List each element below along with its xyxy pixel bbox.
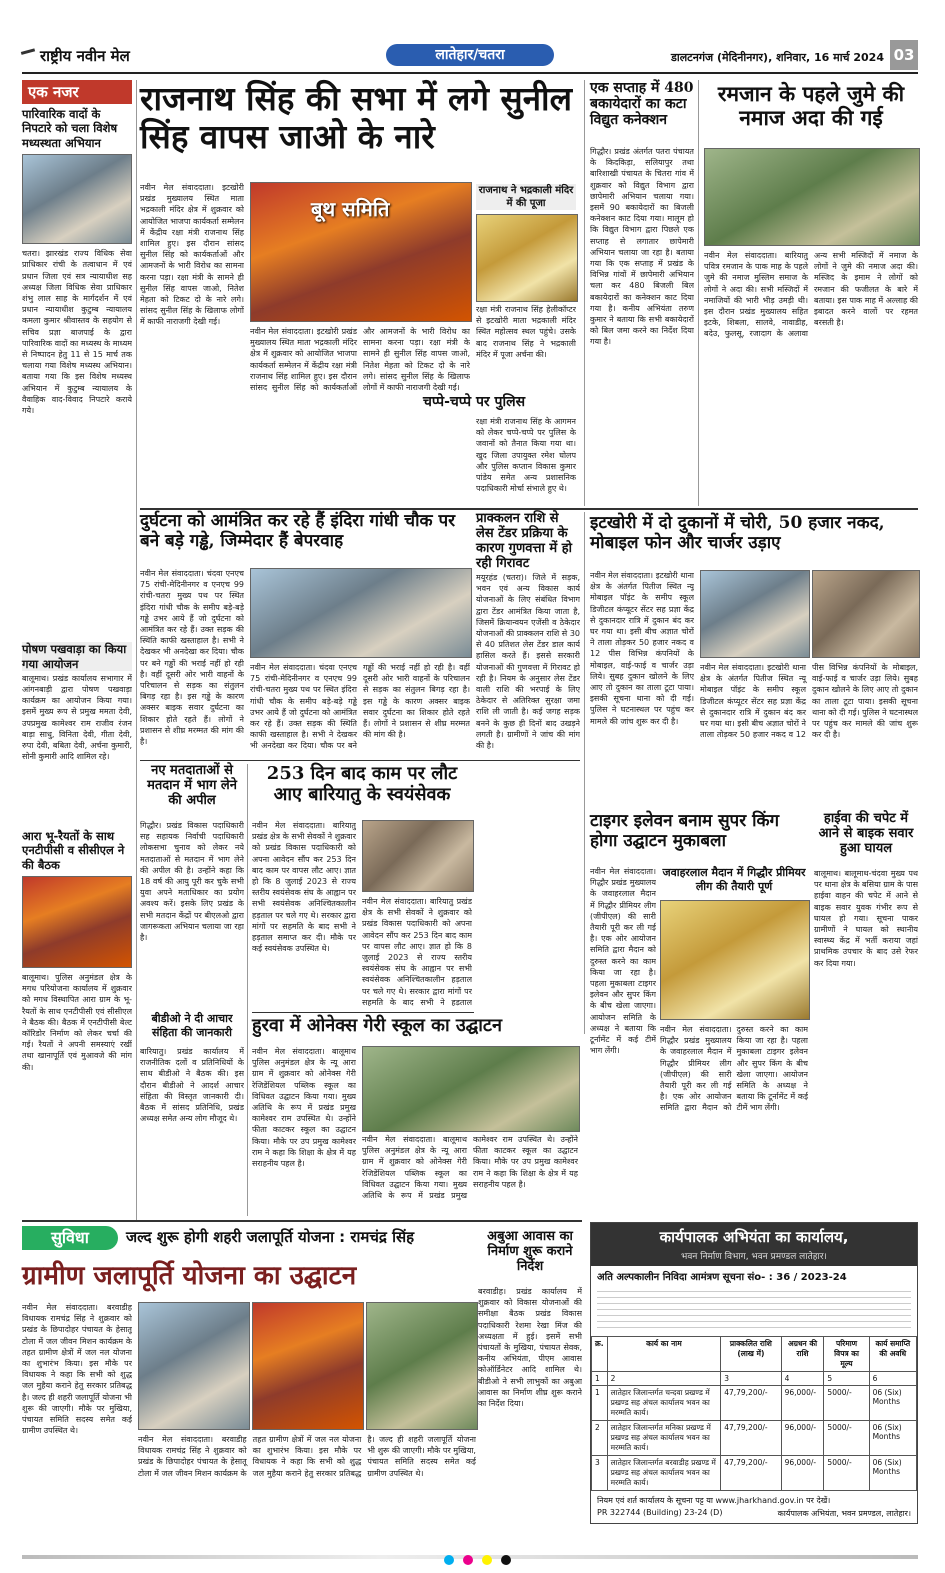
- water-body-2: नवीन मेल संवाददाता। बरवाडीह विधायक रामचंद्र सिंह ने शुक्रवार को प्रखंड के छिपादोहर पंचायत के हेसातू टोला में जल जीवन मिशन कार्यक्रम के तहत ग्रामीण क्षेत्रों में जल नल योजना का शुभारंभ किया। इस मौके पर विधायक ने कहा कि सभी को शुद्ध जल मुहैया कराने हेतु सरकार प्रतिबद्ध है। जल्द ही शहरी जलापूर्ति योजना भी शुरू की जाएगी। मौके पर मुखिया, पंचायत समिति सदस्य समेत कई ग्रामीण उपस्थित थे।: [138, 1435, 476, 1478]
- col-number: 4: [781, 1372, 824, 1386]
- table-cell: 47,79,200/-: [721, 1386, 781, 1421]
- table-cell: लातेहार जिलान्तर्गत चन्दवा प्रखण्ड में प्रखण्ड सह अंचल कार्यालय भवन का मरम्मति कार्य।: [607, 1386, 721, 1421]
- masthead: [22, 40, 918, 74]
- tender-story-body: मयूरहंड (चतरा)। जिले में सड़क, भवन एवं अन्य विकास कार्य योजनाओं के लिए संबंधित विभाग द्वारा टेंडर आमंत्रित किया जाता है, जिसमें क्रियान्वयन एजेंसी व ठेकेदार योजनाओं की प्राक्कलन राशि से 30 से 40 प्रतिशत लेस टेंडर डाल कार्य हासिल करते हैं। इससे सरकारी योजनाओं की गुणवत्ता में गिरावट हो रही है। नियम के अनुसार लेस टेंडर वाली राशि की भरपाई के लिए ठेकेदार से अतिरिक्त सुरक्षा जमा राशि ली जाती है। कई जगह सड़क बनने के कुछ ही दिनों बाद उखड़ने लगती है। ग्रामीणों ने जांच की मांग की है।: [476, 573, 580, 751]
- tender-notice: [590, 1222, 918, 1524]
- col-header: कार्य का नाम: [607, 1337, 721, 1372]
- school-body: नवीन मेल संवाददाता। बालूमाथ पुलिस अनुमंडल क्षेत्र के न्यू आरा ग्राम में शुक्रवार को ओनेक्स गेरी रेजिडेंशियल पब्लिक स्कूल का विधिवत उद्घाटन किया गया। मुख्य अतिथि के रूप में प्रखंड प्रमुख कामेश्वर राम उपस्थित थे। उन्होंने फीता काटकर स्कूल का उद्घाटन किया। मौके पर उप प्रमुख कामेश्वर राम ने कहा कि शिक्षा के क्षेत्र में यह सराहनीय पहल है।: [252, 1047, 356, 1169]
- table-cell: 06 (Six) Months: [869, 1456, 916, 1491]
- lead-body: नवीन मेल संवाददाता। इटखोरी प्रखंड मुख्यालय स्थित माता भद्रकाली मंदिर क्षेत्र में शुक्रवार को आयोजित भाजपा कार्यकर्ता सम्मेलन में केंद्रीय रक्षा मंत्री राजनाथ सिंह शामिल हुए। इस दौरान सांसद सुनील सिंह को कार्यकर्ताओं और आमजनों के भारी विरोध का सामना करना पड़ा। रक्षा मंत्री के सामने ही सुनील सिंह वापस जाओ, नितेश मेहता को टिकट दो के नारे लगे। सांसद सुनील सिंह के खिलाफ लोगों में काफी नाराजगी देखी गई।: [140, 183, 244, 327]
- left-text-1: चतरा। झारखंड राज्य विधिक सेवा प्राधिकार रांची के तत्वाधान में एवं प्रधान जिला एवं सत्र न्यायाधीश सह अध्यक्ष जिला विधिक सेवा प्राधिकार शंभु लाल साह के मार्गदर्शन में एवं प्रधान न्यायाधीश कुटुम्ब न्यायालय कमला कुमार श्रीवास्तव के सहयोग से सचिव प्रज्ञा बाजपाई के द्वारा पारिवारिक वादों का मध्यस्थ के माध्यम से निष्पादन हेतु 11 से 15 मार्च तक चलाया गया विशेष मध्यस्थ अभियान। बताया गया कि इस विशेष मध्यस्थ अभियान में कुटुम्ब न्यायालय के वैवाहिक वाद-विवाद निपटारे कराये गये।: [22, 249, 132, 415]
- housing-body: बरवाडीह। प्रखंड कार्यालय में शुक्रवार को विकास योजनाओं की समीक्षा बैठक प्रखंड विकास पदाधिकारी रेशमा रेखा मिंज की अध्यक्षता में हुई। इसमें सभी पंचायतों के मुखिया, पंचायत सेवक, कनीय अभियंता, पीएम आवास कोऑर्डिनेटर आदि शामिल थे। बीडीओ ने सभी लाभुकों का अबुआ आवास का निर्माण शीघ्र शुरू कराने का निर्देश दिया।: [478, 1287, 582, 1409]
- cricket-body-2: नवीन मेल संवाददाता। गिद्धौर प्रखंड मुख्यालय के जवाहरलाल मैदान में गिद्धौर प्रीमियर लीग (जीपीएल) की सारी तैयारी पूरी कर ली गई है। एक ओर आयोजन समिति द्वारा मैदान को दुरुस्त करने का काम किया जा रहा है। पहला मुकाबला टाइगर इलेवन और सुपर किंग के बीच खेला जाएगा। आयोजन समिति के अध्यक्ष ने बताया कि टूर्नामेंट में कई टीमें भाग लेंगी।: [660, 1025, 808, 1113]
- dateline: डालटनगंज (मेदिनीनगर), शनिवार, 16 मार्च 2024: [670, 51, 884, 64]
- suvidha-label: सुविधा: [22, 1226, 118, 1250]
- volunteers-body: नवीन मेल संवाददाता। बारियातु प्रखंड क्षेत्र के सभी सेवकों ने शुक्रवार को प्रखंड विकास पदाधिकारी को अपना आवेदन सौंप कर 253 दिन बाद काम पर वापस लौट आए। ज्ञात हो कि 8 जुलाई 2023 से राज्य स्तरीय स्वयंसेवक संघ के आह्वान पर सभी स्वयंसेवक अनिश्चितकालीन हड़ताल पर चले गए थे। सरकार द्वारा मांगों पर सहमति के बाद सभी ने हड़ताल समाप्त कर दी। मौके पर कई स्वयंसेवक उपस्थित थे।: [252, 821, 356, 954]
- col-header: अग्रधन की राशि: [781, 1337, 824, 1372]
- registration-bar: [22, 1552, 918, 1562]
- table-row: [592, 1421, 917, 1456]
- notice-pr: PR 322744 (Building) 23-24 (D): [597, 1508, 723, 1517]
- table-cell: 06 (Six) Months: [869, 1386, 916, 1421]
- table-cell: 1: [592, 1386, 608, 1421]
- notice-table: [591, 1336, 917, 1491]
- theft-body: नवीन मेल संवाददाता। इटखोरी थाना क्षेत्र के अंतर्गत पितीज स्थित न्यू मोबाइल पॉइंट के समीप स्कूल डिजीटल कंप्यूटर सेंटर सह प्रज्ञा केंद्र से दुकानदार रात्रि में दुकान बंद कर घर गया था। इसी बीच अज्ञात चोरों ने ताला तोड़कर 50 हजार नकद व 12 पीस विभिन्न कंपनियों के मोबाइल, वाई-फाई व चार्जर उड़ा लिये। सुबह दुकान खोलने के लिए आए तो दुकान का ताला टूटा पाया। इसकी सूचना थाना को दी गई। पुलिस ने घटनास्थल पर पहुंच कर मामले की जांच शुरू कर दी है।: [590, 571, 694, 726]
- left-photo-2: [22, 876, 132, 968]
- notice-sign-row: [591, 1506, 917, 1521]
- column-rule: [136, 80, 137, 1220]
- cricket-headline: टाइगर इलेवन बनाम सुपर किंग होगा उद्घाटन मुकाबला: [590, 811, 780, 851]
- accident-photo: [250, 568, 472, 658]
- lead-headline: राजनाथ सिंह की सभा में लगे सुनील सिंह वापस जाओ के नारे: [140, 79, 572, 156]
- notice-sign: कार्यपालक अभियंता, भवन प्रमण्डल, लातेहार।: [777, 1509, 911, 1518]
- notice-details: [597, 1286, 911, 1332]
- cricket-body: नवीन मेल संवाददाता। गिद्धौर प्रखंड मुख्यालय के जवाहरलाल मैदान में गिद्धौर प्रीमियर लीग (जीपीएल) की सारी तैयारी पूरी कर ली गई है। एक ओर आयोजन समिति द्वारा मैदान को दुरुस्त करने का काम किया जा रहा है। पहला मुकाबला टाइगर इलेवन और सुपर किंग के बीच खेला जाएगा। आयोजन समिति के अध्यक्ष ने बताया कि टूर्नामेंट में कई टीमें भाग लेंगी।: [590, 867, 656, 1056]
- accident-body: नवीन मेल संवाददाता। चंदवा एनएच 75 रांची-मेदिनीनगर व एनएच 99 रांची-चतरा मुख्य पथ पर स्थित इंदिरा गांधी चौक के समीप बड़े-बड़े गड्ढे उभर आये हैं जो दुर्घटना को आमंत्रित कर रहे हैं। उक्त सड़क की स्थिति काफी खस्ताहाल है। सभी ने देखकर भी अनदेखा कर दिया। चौक पर बने गड्ढों की भराई नहीं हो रही है। वहीं दूसरी ओर भारी वाहनों के परिचालन से सड़क का संतुलन बिगड़ रहा है। इस गड्ढे के कारण अक्सर बाइक सवार दुर्घटना का शिकार होते रहते हैं। लोगों ने प्रशासन से शीघ्र मरम्मत की मांग की है।: [140, 569, 244, 747]
- color-dots: [442, 1550, 513, 1569]
- water-body: नवीन मेल संवाददाता। बरवाडीह विधायक रामचंद्र सिंह ने शुक्रवार को प्रखंड के छिपादोहर पंचायत के हेसातू टोला में जल जीवन मिशन कार्यक्रम के तहत ग्रामीण क्षेत्रों में जल नल योजना का शुभारंभ किया। इस मौके पर विधायक ने कहा कि सभी को शुद्ध जल मुहैया कराने हेतु सरकार प्रतिबद्ध है। जल्द ही शहरी जलापूर्ति योजना भी शुरू की जाएगी। मौके पर मुखिया, पंचायत समिति सदस्य समेत कई ग्रामीण उपस्थित थे।: [22, 1303, 132, 1436]
- lead-photo-banner: बूथ समिति: [311, 197, 390, 221]
- cricket-subhead: जवाहरलाल मैदान में गिद्धौर प्रीमियर लीग की तैयारी पूर्ण: [662, 866, 806, 893]
- school-photo: [362, 1046, 580, 1132]
- voters-body: गिद्धौर। प्रखंड विकास पदाधिकारी सह सहायक निर्वाची पदाधिकारी लोकसभा चुनाव को लेकर नये मतदाताओं से मतदान में भाग लेने की अपील की है। उन्होंने कहा कि 18 वर्ष की आयु पूरी कर चुके सभी युवा अपने मताधिकार का प्रयोग अवश्य करें। इसके लिए प्रखंड के सभी मतदान केंद्रों पर बीएलओ द्वारा जागरूकता अभियान चलाया जा रहा है।: [140, 821, 244, 943]
- table-cell: लातेहार जिलान्तर्गत मनिका प्रखण्ड में प्रखण्ड सह अंचल कार्यालय भवन का मरम्मति कार्य।: [607, 1421, 721, 1456]
- col-header: क्र.: [592, 1337, 608, 1372]
- section-rule: [22, 1220, 582, 1222]
- column-rule: [698, 80, 699, 506]
- table-cell: 5000/-: [824, 1456, 869, 1491]
- column-rule: [247, 764, 248, 1216]
- lead-photo: [250, 182, 472, 322]
- ek-nazar-kicker: एक नजर: [22, 80, 132, 104]
- col-number: 1: [592, 1372, 608, 1386]
- col-number: 5: [824, 1372, 869, 1386]
- ramzan-headline: रमजान के पहले जुमे की नमाज अदा की गई: [717, 81, 905, 131]
- theft-body-2: नवीन मेल संवाददाता। इटखोरी थाना क्षेत्र के अंतर्गत पितीज स्थित न्यू मोबाइल पॉइंट के समीप स्कूल डिजीटल कंप्यूटर सेंटर सह प्रज्ञा केंद्र से दुकानदार रात्रि में दुकान बंद कर घर गया था। इसी बीच अज्ञात चोरों ने ताला तोड़कर 50 हजार नकद व 12 पीस विभिन्न कंपनियों के मोबाइल, वाई-फाई व चार्जर उड़ा लिये। सुबह दुकान खोलने के लिए आए तो दुकान का ताला टूटा पाया। इसकी सूचना थाना को दी गई। पुलिस ने घटनास्थल पर पहुंच कर मामले की जांच शुरू कर दी है।: [700, 663, 918, 740]
- lead-side-caption: राजनाथ ने भद्रकाली मंदिर में की पूजा: [476, 184, 576, 210]
- left-text-3: बालूमाथ। पुलिस अनुमंडल क्षेत्र के मगध परियोजना कार्यालय में शुक्रवार को मगध विस्थापित आरा ग्राम के भू-रैयतों के साथ एनटीपीसी एवं सीसीएल ने बैठक की। बैठक में एनटीपीसी बेल्ट कॉरिडोर निर्माण को लेकर चर्चा की गई। रैयतों ने अपनी समस्याएं रखीं तथा खानापूर्ति एवं मुआवजे की मांग की।: [22, 973, 132, 1072]
- bird-logo-icon: [21, 48, 37, 62]
- table-row: [592, 1386, 917, 1421]
- page-number: 03: [890, 40, 918, 70]
- cricket-photo: [660, 900, 810, 1020]
- section-rule: [140, 508, 918, 510]
- ramzan-photo: [704, 148, 920, 246]
- col-header: प्राक्कलित राशि (लाख में): [721, 1337, 781, 1372]
- col-number: 6: [869, 1372, 916, 1386]
- magenta-dot-icon: [463, 1555, 473, 1565]
- lead-subhead: चप्पे-चप्पे पर पुलिस: [422, 394, 526, 410]
- col-number: 3: [721, 1372, 781, 1386]
- table-cell: 3: [592, 1456, 608, 1491]
- table-cell: 2: [592, 1421, 608, 1456]
- brand-name: राष्ट्रीय नवीन मेल: [40, 47, 130, 65]
- yellow-dot-icon: [482, 1555, 492, 1565]
- lead-body-2: नवीन मेल संवाददाता। इटखोरी प्रखंड मुख्यालय स्थित माता भद्रकाली मंदिर क्षेत्र में शुक्रवार को आयोजित भाजपा कार्यकर्ता सम्मेलन में केंद्रीय रक्षा मंत्री राजनाथ सिंह शामिल हुए। इस दौरान सांसद सुनील सिंह को कार्यकर्ताओं और आमजनों के भारी विरोध का सामना करना पड़ा। रक्षा मंत्री के सामने ही सुनील सिंह वापस जाओ, नितेश मेहता को टिकट दो के नारे लगे। सांसद सुनील सिंह के खिलाफ लोगों में काफी नाराजगी देखी गई।: [250, 327, 470, 393]
- notice-title: कार्यपालक अभियंता का कार्यालय,: [591, 1223, 917, 1249]
- accident-headline: दुर्घटना को आमंत्रित कर रहे हैं इंदिरा गांधी चौक पर बने बड़े गड्ढे, जिम्मेदार हैं बेपरवाह: [140, 511, 456, 551]
- accident-body-2: नवीन मेल संवाददाता। चंदवा एनएच 75 रांची-मेदिनीनगर व एनएच 99 रांची-चतरा मुख्य पथ पर स्थित इंदिरा गांधी चौक के समीप बड़े-बड़े गड्ढे उभर आये हैं जो दुर्घटना को आमंत्रित कर रहे हैं। उक्त सड़क की स्थिति काफी खस्ताहाल है। सभी ने देखकर भी अनदेखा कर दिया। चौक पर बने गड्ढों की भराई नहीं हो रही है। वहीं दूसरी ओर भारी वाहनों के परिचालन से सड़क का संतुलन बिगड़ रहा है। इस गड्ढे के कारण अक्सर बाइक सवार दुर्घटना का शिकार होते रहते हैं। लोगों ने प्रशासन से शीघ्र मरम्मत की मांग की है।: [250, 663, 470, 751]
- left-photo-1: [22, 154, 132, 244]
- water-photo-1: [138, 1302, 250, 1430]
- table-cell: 96,000/-: [781, 1386, 824, 1421]
- table-cell: 96,000/-: [781, 1421, 824, 1456]
- table-cell: 5000/-: [824, 1421, 869, 1456]
- lead-sub-text: रक्षा मंत्री राजनाथ सिंह के आगमन को लेकर चप्पे-चप्पे पर पुलिस के जवानों को तैनात किया गया था। खुद जिला उपायुक्त रमेश घोलप और पुलिस कप्तान विकास कुमार पांडेय समेत अन्य प्रशासनिक पदाधिकारी मोर्चा संभाले हुए थे।: [476, 417, 576, 494]
- electric-body: गिद्धौर। प्रखंड अंतर्गत पतरा पंचायत के किदकिड़ा, सलियापुर तथा बारिशाखी पंचायत के चितरा गांव में शुक्रवार को विद्युत विभाग द्वारा छापेमारी अभियान चलाया गया। इसमें 90 बकायेदारों का बिजली कनेक्शन काट दिया गया। मालूम हो कि विद्युत विभाग द्वारा पिछले एक सप्ताह से लगातार छापेमारी अभियान चलाया जा रहा है। बताया गया कि एक सप्ताह में प्रखंड के विभिन्न गांवों में छापेमारी अभियान चला कर 480 बिजली बिल बकायेदारों का कनेक्शन काट दिया गया है। कनीय अभियंता तरुण कुमार ने बताया कि सभी बकायेदारों को बिल जमा करने का निर्देश दिया गया है।: [590, 147, 694, 347]
- left-column: [22, 80, 132, 1220]
- ramzan-body: नवीन मेल संवाददाता। बारियातु पवित्र रमजान के पाक माह के पहले जुमे की नमाज मुस्लिम समाज के लोगों ने अदा की। सभी मस्जिदों में नमाजियों की भारी भीड़ उमड़ी थी। इस दौरान प्रखंड मुख्यालय सहित इटके, शिबला, सालवे, नावाडीह, बदेउ, फुलसू, रजादाग के अलावा अन्य सभी मस्जिदों में नमाज के लोगों ने जुमे की नमाज अदा की। मस्जिद के इमाम ने लोगों को रमजान की फजीलत के बारे में बताया। इस पाक माह में अल्लाह की इबादत करने वालों पर रहमत बरसती है।: [704, 251, 918, 339]
- table-row: [592, 1456, 917, 1491]
- notice-subtitle: भवन निर्माण विभाग, भवन प्रमण्डल लातेहार।: [591, 1249, 917, 1266]
- left-headline-2: पोषण पखवाड़ा का किया गया आयोजन: [22, 642, 132, 671]
- table-cell: लातेहार जिलान्तर्गत बरवाडीह प्रखण्ड में प्रखण्ड सह अंचल कार्यालय भवन का मरम्मति कार्य।: [607, 1456, 721, 1491]
- bike-headline: हाईवा की चपेट में आने से बाइक सवार हुआ घायल: [818, 811, 914, 856]
- water-photo-2: [252, 1302, 364, 1430]
- notice-footer: नियम एवं शर्त कार्यालय के सूचना पट्ट या www.jharkhand.gov.in पर देखें।: [597, 1496, 831, 1505]
- table-cell: 06 (Six) Months: [869, 1421, 916, 1456]
- table-cell: 47,79,200/-: [721, 1421, 781, 1456]
- bdo-headline: बीडीओ ने दी आचार संहिता की जानकारी: [151, 1012, 233, 1039]
- col-number: 2: [607, 1372, 721, 1386]
- table-cell: 5000/-: [824, 1386, 869, 1421]
- left-headline-3: आरा भू-रैयतों के साथ एनटीपीसी व सीसीएल ने की बैठक: [22, 828, 125, 872]
- brand: [22, 46, 130, 66]
- volunteers-headline: 253 दिन बाद काम पर लौट आए बारियातु के स्वयंसेवक: [266, 763, 458, 805]
- water-strap: जल्द शुरू होगी शहरी जलापूर्ति योजना : रामचंद्र सिंह: [126, 1228, 415, 1246]
- school-body-2: नवीन मेल संवाददाता। बालूमाथ पुलिस अनुमंडल क्षेत्र के न्यू आरा ग्राम में शुक्रवार को ओनेक्स गेरी रेजिडेंशियल पब्लिक स्कूल का विधिवत उद्घाटन किया गया। मुख्य अतिथि के रूप में प्रखंड प्रमुख कामेश्वर राम उपस्थित थे। उन्होंने फीता काटकर स्कूल का उद्घाटन किया। मौके पर उप प्रमुख कामेश्वर राम ने कहा कि शिक्षा के क्षेत्र में यह सराहनीय पहल है।: [362, 1135, 578, 1201]
- black-dot-icon: [501, 1555, 511, 1565]
- water-photo-3: [366, 1302, 478, 1430]
- left-headline-1: पारिवारिक वादों के निपटारे को चला विशेष मध्यस्थता अभियान: [22, 107, 118, 150]
- section-label: लातेहार/चतरा: [386, 44, 554, 66]
- section-rule: [252, 1012, 474, 1013]
- water-headline: ग्रामीण जलापूर्ति योजना का उद्घाटन: [22, 1261, 357, 1291]
- lead-side-text: रक्षा मंत्री राजनाथ सिंह हेलीकॉप्टर से इटखोरी माता भद्रकाली मंदिर स्थित महोत्सव स्थल पहुंचे। उसके बाद राजनाथ सिंह ने भद्रकाली मंदिर में पूजा अर्चना की।: [476, 305, 576, 359]
- tender-story-headline: प्राक्कलन राशि से लेस टेंडर प्रक्रिया के कारण गुणवत्ता में हो रही गिरावट: [476, 511, 572, 571]
- col-header: कार्य समाप्ति की अवधि: [869, 1337, 916, 1372]
- left-text-2: बालूमाथ। प्रखंड कार्यालय सभागार में आंगनबाड़ी द्वारा पोषण पखवाड़ा कार्यक्रम का आयोजन किया गया। इसमें मुख्य रूप से प्रमुख ममता देवी, उपप्रमुख कामेश्वर राम राजीव रंजन बाड़ा साधु, विनिता देवी, गीता देवी, रुपा देवी, बबिता देवी, अर्चना कुमारी, सोनी कुमारी आदि शामिल रहे।: [22, 673, 132, 762]
- housing-headline: अबुआ आवास का निर्माण शुरू कराने निर्देश: [487, 1229, 573, 1274]
- section-rule: [140, 760, 580, 761]
- table-cell: 47,79,200/-: [721, 1456, 781, 1491]
- notice-ref: अति अल्पकालीन निविदा आमंत्रण सूचना संo- : 36 / 2023-24: [597, 1272, 847, 1283]
- theft-headline: इटखोरी में दो दुकानों में चोरी, 50 हजार नकद, मोबाइल फोन और चार्जर उड़ाए: [590, 513, 885, 553]
- cyan-dot-icon: [444, 1555, 454, 1565]
- theft-photo-1: [700, 570, 810, 658]
- column-rule: [584, 512, 585, 1034]
- theft-photo-2: [812, 570, 920, 658]
- column-rule: [584, 80, 585, 506]
- temple-photo: [476, 214, 578, 302]
- volunteers-photo: [362, 820, 474, 892]
- col-header: परिमाण विपत्र का मूल्य: [824, 1337, 869, 1372]
- bike-body: बालूमाथ। बालूमाथ-चंदवा मुख्य पथ पर थाना क्षेत्र के बसिया ग्राम के पास हाईवा वाहन की चपेट में आने से बाइक सवार युवक गंभीर रूप से घायल हो गया। सूचना पाकर ग्रामीणों ने घायल को स्थानीय स्वास्थ्य केंद्र में भर्ती कराया जहां प्राथमिक उपचार के बाद उसे रेफर कर दिया गया।: [814, 869, 918, 968]
- volunteers-body-2: नवीन मेल संवाददाता। बारियातु प्रखंड क्षेत्र के सभी सेवकों ने शुक्रवार को प्रखंड विकास पदाधिकारी को अपना आवेदन सौंप कर 253 दिन बाद काम पर वापस लौट आए। ज्ञात हो कि 8 जुलाई 2023 से राज्य स्तरीय स्वयंसेवक संघ के आह्वान पर सभी स्वयंसेवक अनिश्चितकालीन हड़ताल पर चले गए थे। सरकार द्वारा मांगों पर सहमति के बाद सभी ने हड़ताल: [362, 897, 472, 1006]
- voters-headline: नए मतदाताओं से मतदान में भाग लेने की अपील: [147, 763, 237, 808]
- school-headline: हुरवा में ओनेक्स गेरी स्कूल का उद्घाटन: [252, 1015, 502, 1036]
- electric-headline: एक सप्ताह में 480 बकायेदारों का कटा विद्युत कनेक्शन: [590, 80, 694, 129]
- table-cell: 96,000/-: [781, 1456, 824, 1491]
- bdo-body: बारियातु। प्रखंड कार्यालय में राजनीतिक दलों व प्रतिनिधियों के साथ बीडीओ ने बैठक की। इस दौरान बीडीओ ने आदर्श आचार संहिता की विस्तृत जानकारी दी। बैठक में सांसद प्रतिनिधि, प्रखंड अध्यक्ष समेत अन्य लोग मौजूद थे।: [140, 1047, 244, 1124]
